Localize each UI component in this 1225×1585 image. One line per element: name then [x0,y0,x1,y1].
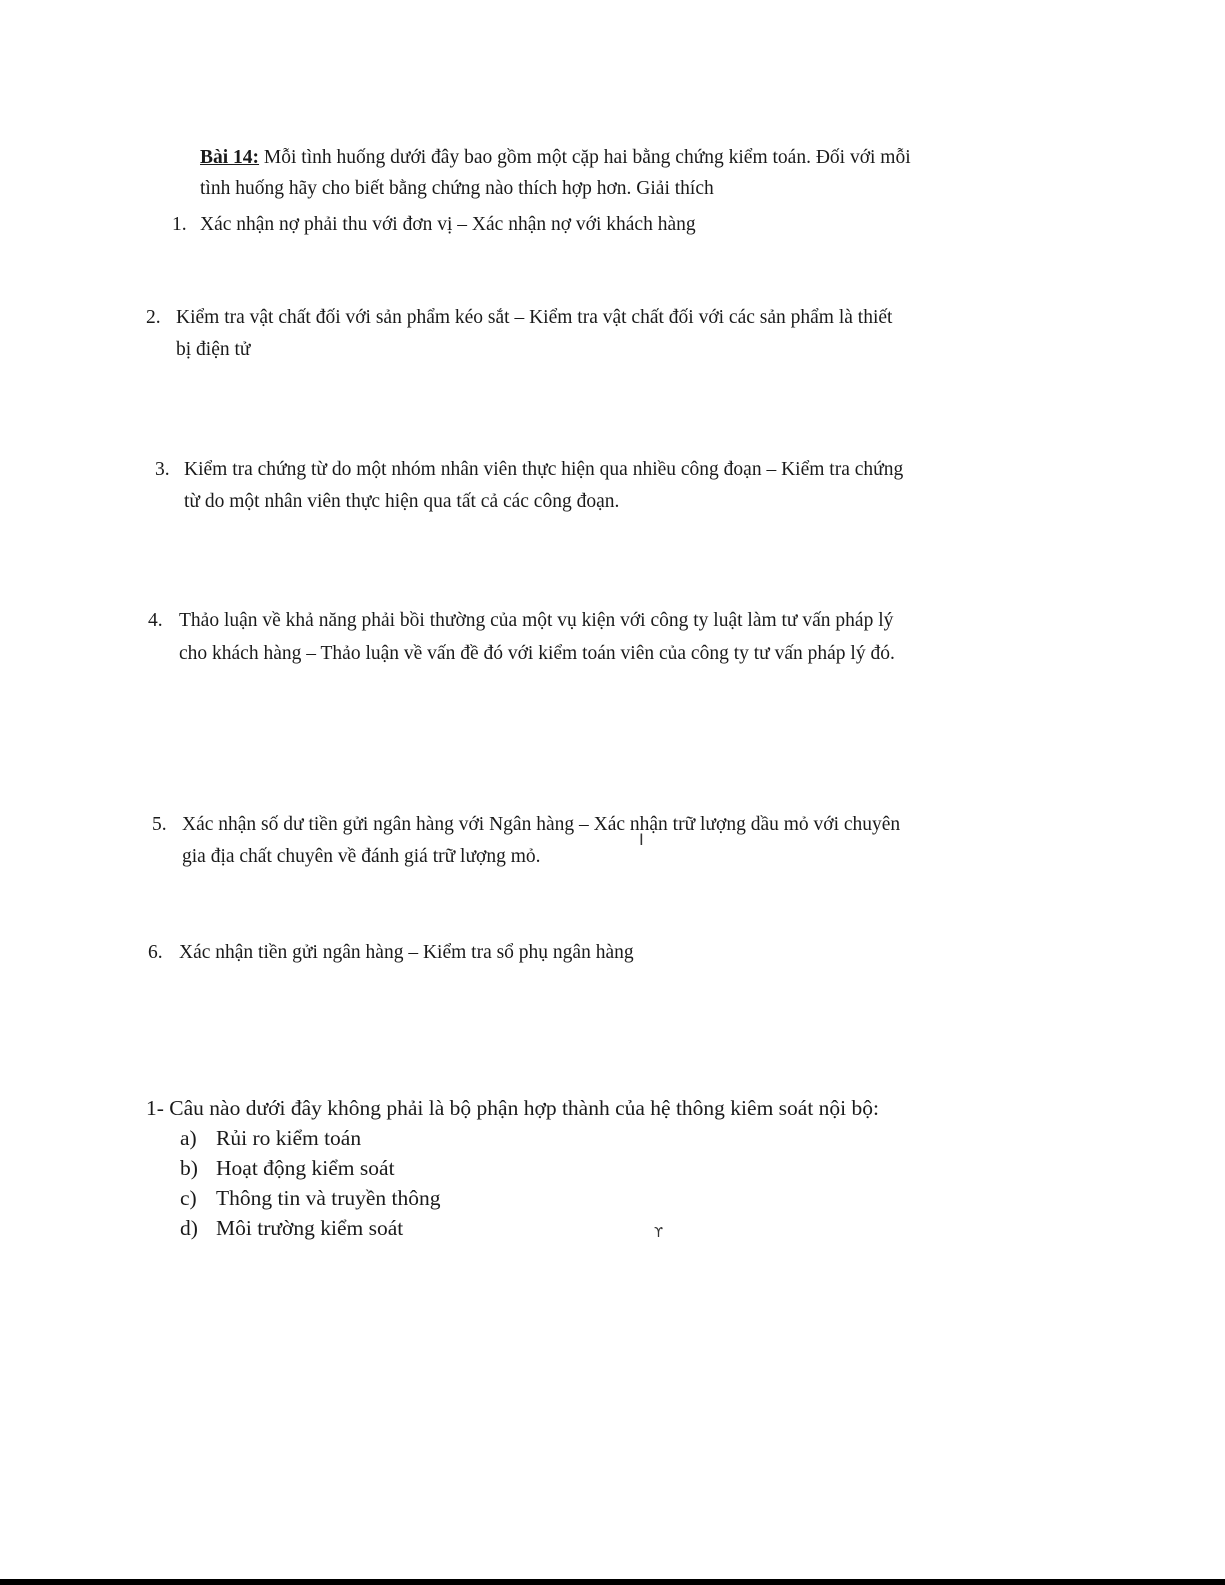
item-number: 2. [146,307,161,328]
item-text: gia địa chất chuyên về đánh giá trữ lượng mỏ. [182,846,541,867]
item-number: 6. [148,942,163,963]
cursor-mark-icon: ϒ [654,1226,664,1241]
item-number: 3. [155,459,170,480]
option-text: Hoạt động kiểm soát [216,1156,395,1180]
item-text: Thảo luận về khả năng phải bồi thường của một vụ kiện với công ty luật làm tư vấn pháp lý [179,610,894,631]
item-text: Kiểm tra vật chất đối với sản phẩm kéo sắt – Kiểm tra vật chất đối với các sản phẩm là thiết [176,307,893,328]
item-number: 4. [148,610,163,631]
option-text: Rủi ro kiểm toán [216,1126,362,1150]
option-text: Thông tin và truyền thông [216,1186,441,1210]
bottom-border [0,1579,1225,1585]
text-cursor-icon: I [639,830,644,849]
item-text: bị điện tử [176,339,251,360]
item-text: Kiểm tra chứng từ do một nhóm nhân viên thực hiện qua nhiều công đoạn – Kiểm tra chứng [184,459,904,480]
exercise-intro-line1: Mỗi tình huống dưới đây bao gồm một cặp hai bằng chứng kiểm toán. Đối với mỗi [259,147,911,168]
item-text: cho khách hàng – Thảo luận về vấn đề đó với kiểm toán viên của công ty tư vấn pháp lý đó. [179,643,895,664]
option-letter: b) [180,1156,198,1180]
exercise-label: Bài 14: [200,147,260,168]
exercise-heading [200,145,911,171]
option-letter: d) [180,1216,198,1240]
item-text: từ do một nhân viên thực hiện qua tất cả các công đoạn. [184,491,620,512]
item-number: 5. [152,814,167,835]
exercise-intro-line2: tình huống hãy cho biết bằng chứng nào thích hợp hơn. Giải thích [200,178,714,199]
item-text: Xác nhận nợ phải thu với đơn vị – Xác nhận nợ với khách hàng [200,214,696,235]
item-text: Xác nhận số dư tiền gửi ngân hàng với Ngân hàng – Xác nhận trữ lượng dầu mỏ với chuyên [182,814,901,835]
question-text: 1- Câu nào dưới đây không phải là bộ phận hợp thành của hệ thông kiêm soát nội bộ: [146,1096,880,1120]
item-text: Xác nhận tiền gửi ngân hàng – Kiểm tra sổ phụ ngân hàng [179,942,634,963]
option-letter: c) [180,1186,197,1210]
option-letter: a) [180,1126,197,1150]
option-text: Môi trường kiểm soát [216,1216,404,1240]
item-number: 1. [172,214,187,235]
